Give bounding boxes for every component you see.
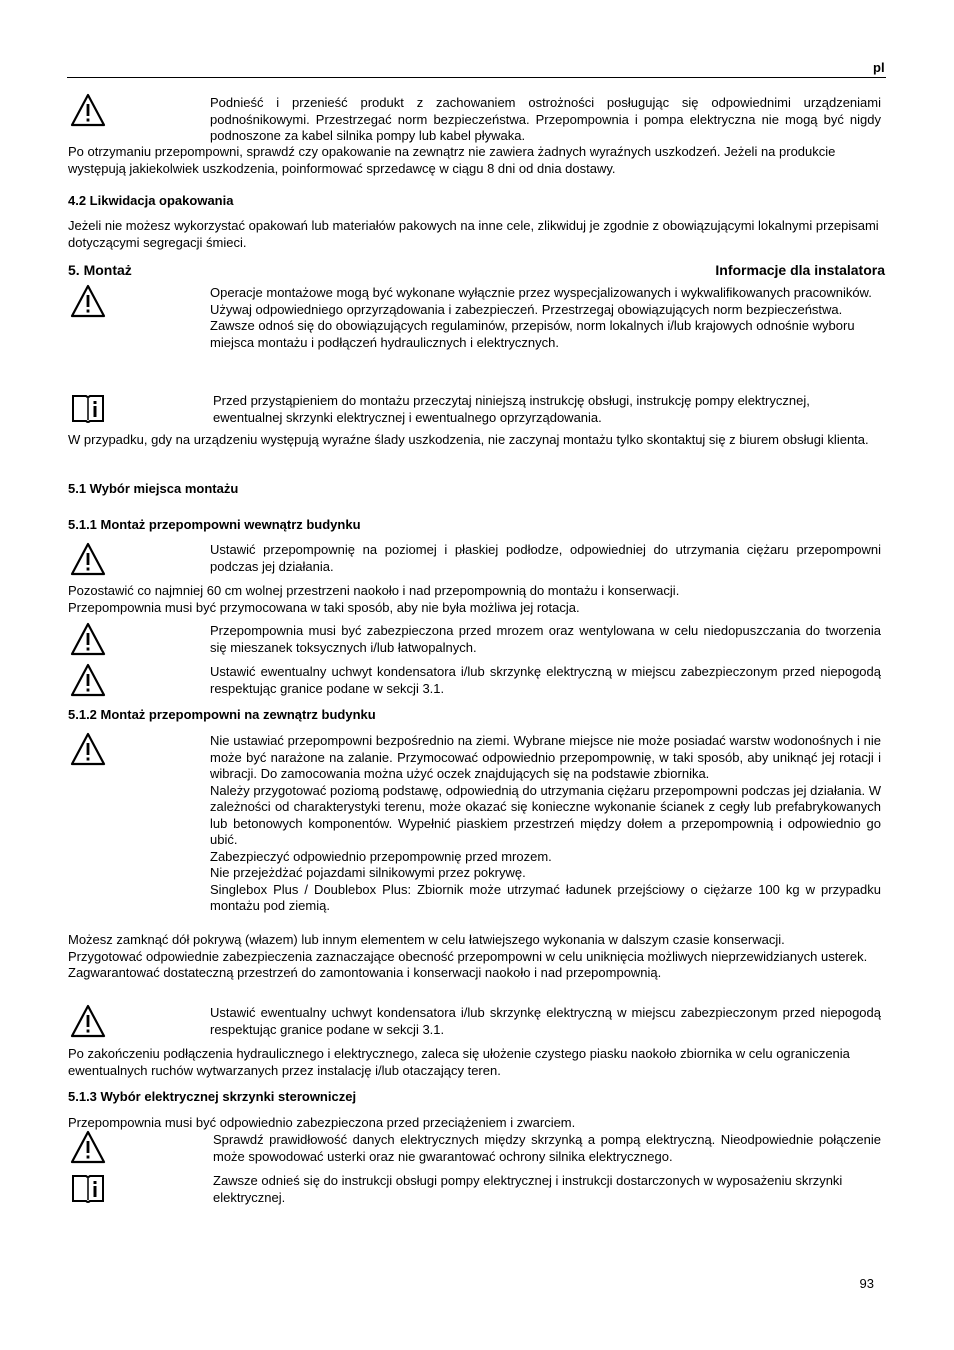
warning-triangle-icon xyxy=(70,542,106,576)
heading-5-1-1: 5.1.1 Montaż przepompowni wewnątrz budynku xyxy=(68,517,361,532)
header-rule xyxy=(67,77,886,78)
read-manual-icon xyxy=(70,1171,106,1205)
heading-5-1: 5.1 Wybór miejsca montażu xyxy=(68,481,239,496)
language-code: pl xyxy=(873,60,885,75)
safety-note-electrical: Sprawdź prawidłowość danych elektrycznych między skrzynką a pompą elektryczną. Nieodpowiednie połączenie może spowodować usterki oraz nie gwarantować ochrony silnika elektrycznego. xyxy=(213,1132,881,1164)
warning-triangle-icon xyxy=(70,1004,106,1038)
warning-triangle-icon xyxy=(70,1130,106,1164)
paragraph-sand: Po zakończeniu podłączenia hydraulicznego i elektrycznego, zaleca się ułożenie czystego piasku naokoło zbiornika w celu ograniczenia ewentualnych ruchów wytwarzanych przez instalację i/lub otaczający teren. xyxy=(68,1046,850,1078)
warning-triangle-icon xyxy=(70,93,106,127)
paragraph-damage: W przypadku, gdy na urządzeniu występują wyraźne ślady uszkodzenia, nie zaczynaj montażu tylko skontaktuj się z biurem obsługi klienta. xyxy=(68,432,869,447)
heading-5-1-2: 5.1.2 Montaż przepompowni na zewnątrz budynku xyxy=(68,707,376,722)
info-note-read-manual: Przed przystąpieniem do montażu przeczytaj niniejszą instrukcję obsługi, instrukcję pompy elektrycznej, ewentualnej skrzynki elektrycznej i ewentualnego oprzyrządowania. xyxy=(213,393,810,425)
heading-4-2: 4.2 Likwidacja opakowania xyxy=(68,193,234,208)
warning-triangle-icon xyxy=(70,732,106,766)
read-manual-icon xyxy=(70,391,106,425)
safety-note-lifting: Podnieść i przenieść produkt z zachowaniem ostrożności posługując się odpowiednimi urządzeniami podnośnikowymi. Przestrzegać norm bezpieczeństwa. Przepompownia i pompa elektryczna nie mogą być nigdy podnoszone za kabel silnika pompy lub kabel pływaka. xyxy=(210,95,881,143)
paragraph-packaging: Jeżeli nie możesz wykorzystać opakowań lub materiałów pakowych na inne cele, zlikwiduj je zgodnie z obowiązującymi lokalnymi przepisami dotyczącymi segregacji śmieci. xyxy=(68,218,879,250)
safety-note-capacitor-outdoor: Ustawić ewentualny uchwyt kondensatora i/lub skrzynkę elektryczną w miejscu zabezpieczonym przed niepogodą respektując granice podane w sekcji 3.1. xyxy=(210,1005,881,1037)
paragraph-clearance: Pozostawić co najmniej 60 cm wolnej przestrzeni naokoło i nad przepompownią do montażu i konserwacji. Przepompownia musi być przymocowana w taki sposób, aby nie była możliwa jej rotacja. xyxy=(68,583,680,615)
heading-5-1-3: 5.1.3 Wybór elektrycznej skrzynki sterowniczej xyxy=(68,1089,357,1104)
page-number: 93 xyxy=(859,1276,874,1291)
safety-note-frost: Przepompownia musi być zabezpieczona przed mrozem oraz wentylowana w celu niedopuszczania do tworzenia się mieszanek toksycznych i/lub łatwopalnych. xyxy=(210,623,881,655)
paragraph-overload: Przepompownia musi być odpowiednio zabezpieczona przed przeciążeniem i zwarciem. xyxy=(68,1115,576,1130)
safety-note-outdoor: Nie ustawiać przepompowni bezpośrednio na ziemi. Wybrane miejsce nie może posiadać warstw wodonośnych i nie może być narażone na zalanie. Przymocować odpowiednio przepompownię, w taki sposób, aby uniknąć jej rotacji i wibracji. Do zamocowania można użyć oczek znajdujących się na podstawie zbiornika. Należy przygotować poziomą podstawę, odpowiednią do utrzymania ciężaru przepompowni podczas jej działania. W zależności od charakterystyki terenu, może okazać się konieczne wykonanie ścianek z cegły lub prefabrykowanych lub betonowych komponentów. Wypełnić piaskiem przestrzeń między dołem a przepompownią i odpowiednio go ubić. Zabezpieczyć odpowiednio przepompownię przed mrozem. Nie przejeżdżać pojazdami silnikowymi przez pokrywę. Singlebox Plus / Doublebox Plus: Zbiornik może utrzymać ładunek przejściowy o ciężarze 100 kg w przypadku montażu pod ziemią. xyxy=(210,733,881,913)
paragraph-delivery-check: Po otrzymaniu przepompowni, sprawdź czy opakowanie na zewnątrz nie zawiera żadnych wyraźnych uszkodzeń. Jeżeli na produkcie występują jakiekolwiek uszkodzenia, poinformować sprzedawcę w ciągu 8 dni od dnia dostawy. xyxy=(68,144,836,176)
paragraph-cover: Możesz zamknąć dół pokrywą (włazem) lub innym elementem w celu łatwiejszego wykonania w dalszym czasie konserwacji. Przygotować odpowiednie zabezpieczenia zaznaczające obecność przepompowni w celu uniknięcia możliwych nieprzewidzianych usterek. Zagwarantować dostateczną przestrzeń do zamontowania i konserwacji naokoło i nad przepompownią. xyxy=(68,932,868,980)
heading-5: 5. Montaż xyxy=(68,262,132,278)
warning-triangle-icon xyxy=(70,622,106,656)
warning-triangle-icon xyxy=(70,663,106,697)
heading-5-audience: Informacje dla instalatora xyxy=(715,262,885,278)
safety-note-installation: Operacje montażowe mogą być wykonane wyłącznie przez wyspecjalizowanych i wykwalifikowanych pracowników. Używaj odpowiedniego oprzyrządowania i zabezpieczeń. Przestrzegaj obowiązujących norm bezpieczeństwa. Zawsze odnoś się do obowiązujących regulaminów, przepisów, norm lokalnych i/lub krajowych odnośnie wyboru miejsca montażu i podłączeń hydraulicznych i elektrycznych. xyxy=(210,285,872,350)
safety-note-capacitor: Ustawić ewentualny uchwyt kondensatora i/lub skrzynkę elektryczną w miejscu zabezpieczonym przed niepogodą respektując granice podane w sekcji 3.1. xyxy=(210,664,881,696)
warning-triangle-icon xyxy=(70,284,106,318)
safety-note-floor: Ustawić przepompownię na poziomej i płaskiej podłodze, odpowiedniej do utrzymania ciężaru przepompowni podczas jej działania. xyxy=(210,542,881,574)
info-note-control-box: Zawsze odnieś się do instrukcji obsługi pompy elektrycznej i instrukcji dostarczonych w wyposażeniu skrzynki elektrycznej. xyxy=(213,1173,843,1205)
